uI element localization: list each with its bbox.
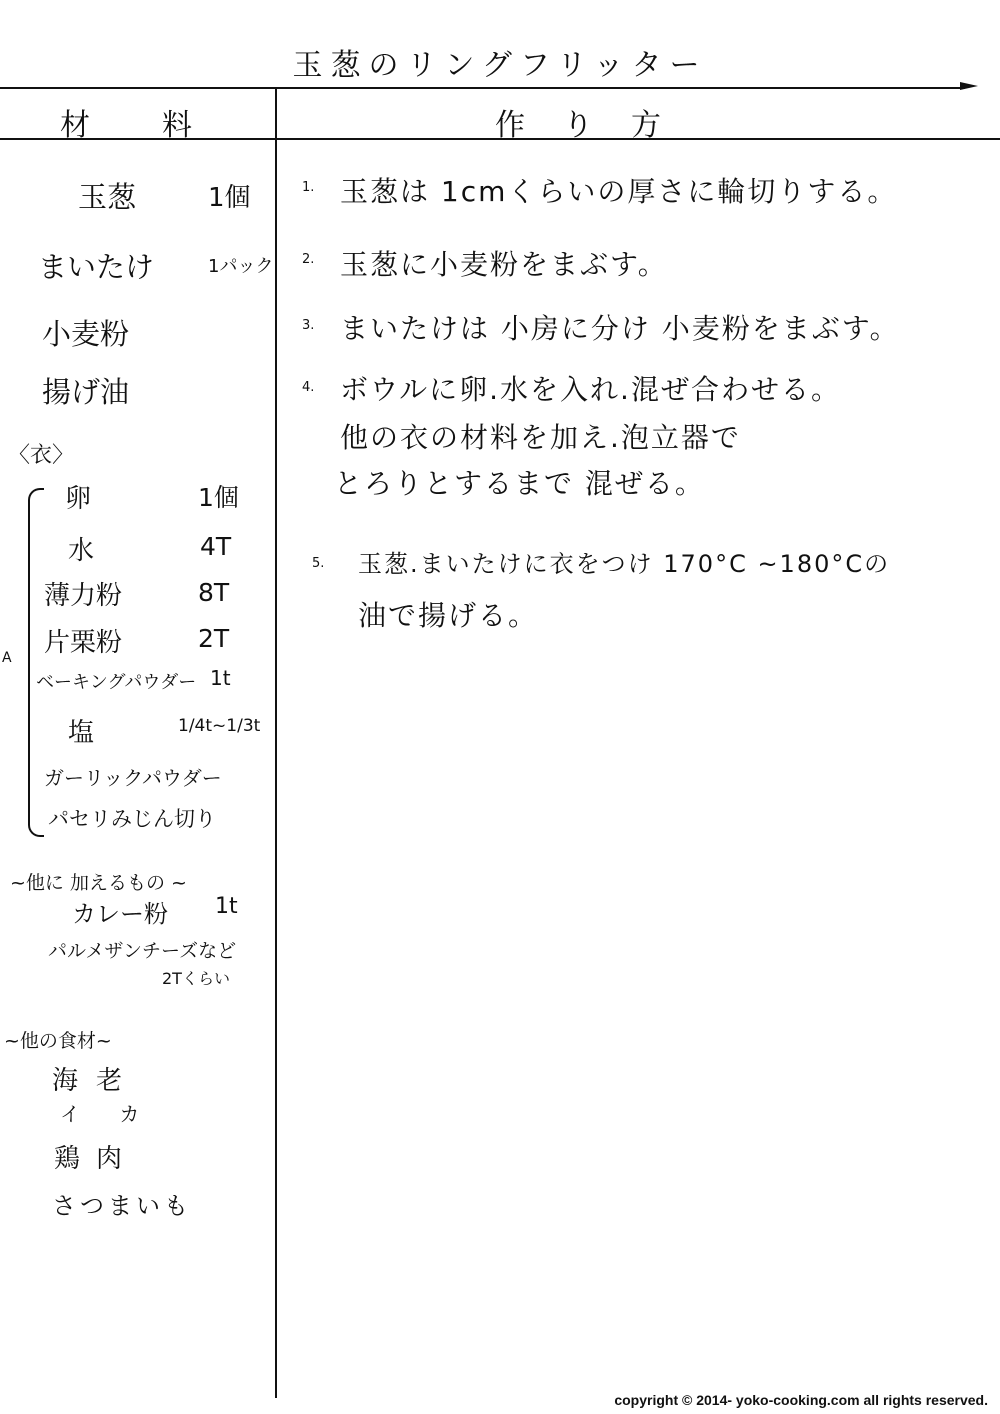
- step-number: 1.: [302, 180, 315, 195]
- step-number: 3.: [302, 318, 315, 333]
- batter-item-qty: 4T: [200, 532, 232, 561]
- ingredient-name: 揚げ油: [42, 375, 130, 409]
- other-ingredients-label: ~他の食材~: [4, 1030, 112, 1052]
- other-ingredient: 鶏肉: [54, 1144, 139, 1174]
- batter-item-name: パセリみじん切り: [48, 807, 216, 831]
- ingredient-name: 玉葱: [78, 180, 137, 214]
- step-number: 4.: [302, 380, 315, 395]
- addition-item-name: パルメザンチーズなど: [48, 940, 237, 962]
- step-text: 玉葱に小麦粉をまぶす。: [340, 248, 668, 281]
- batter-item-qty: 2T: [198, 624, 230, 653]
- step-text: まいたけは 小房に分け 小麦粉をまぶす。: [340, 312, 900, 345]
- group-label: A: [2, 650, 12, 666]
- step-number: 2.: [302, 252, 315, 267]
- step-text: 他の衣の材料を加え.泡立器で: [340, 421, 741, 454]
- other-ingredient: 海老: [52, 1066, 141, 1096]
- batter-item-qty: 1/4t~1/3t: [178, 716, 261, 736]
- batter-item-qty: 8T: [198, 578, 230, 607]
- ingredient-qty: 1パック: [208, 256, 274, 277]
- step-number: 5.: [312, 556, 325, 571]
- step-text: とろりとするまで 混ぜる。: [334, 467, 705, 500]
- copyright-footer: copyright © 2014- yoko-cooking.com all rights reserved.: [614, 1392, 988, 1408]
- batter-label: 〈衣〉: [8, 443, 75, 468]
- other-ingredient: さつまいも: [52, 1192, 192, 1220]
- ingredient-qty: 1個: [208, 183, 251, 213]
- step-text: 油で揚げる。: [358, 599, 539, 632]
- batter-item-name: 薄力粉: [44, 581, 123, 611]
- ingredients-header: 材 料: [60, 108, 196, 143]
- batter-item-name: ベーキングパウダー: [36, 672, 197, 693]
- step-text: 玉葱は 1cmくらいの厚さに輪切りする。: [340, 175, 898, 208]
- group-brace: [28, 488, 44, 837]
- batter-item-qty: 1個: [198, 483, 239, 512]
- batter-item-name: 水: [68, 536, 95, 566]
- other-ingredient: イカ: [60, 1102, 180, 1126]
- step-text: 玉葱.まいたけに衣をつけ 170°C ~180°Cの: [358, 550, 891, 578]
- divider-top: [0, 87, 965, 89]
- arrow-marker: [960, 82, 978, 90]
- batter-item-name: ガーリックパウダー: [44, 766, 222, 790]
- divider-column: [275, 88, 277, 1398]
- method-header: 作 り 方: [495, 108, 665, 143]
- addition-item-qty: 1t: [215, 894, 238, 919]
- batter-item-name: 卵: [65, 484, 92, 514]
- batter-item-name: 塩: [68, 718, 95, 748]
- ingredient-name: 小麦粉: [42, 317, 130, 351]
- addition-item-qty: 2Tくらい: [162, 969, 230, 988]
- ingredient-name: まいたけ: [38, 250, 155, 284]
- addition-item-name: カレー粉: [72, 900, 168, 928]
- page-title: 玉葱のリングフリッター: [292, 48, 708, 83]
- additions-label: ~他に 加えるもの ~: [10, 872, 187, 894]
- step-text: ボウルに卵.水を入れ.混ぜ合わせる。: [340, 373, 841, 406]
- batter-item-name: 片栗粉: [44, 628, 123, 658]
- batter-item-qty: 1t: [210, 666, 231, 690]
